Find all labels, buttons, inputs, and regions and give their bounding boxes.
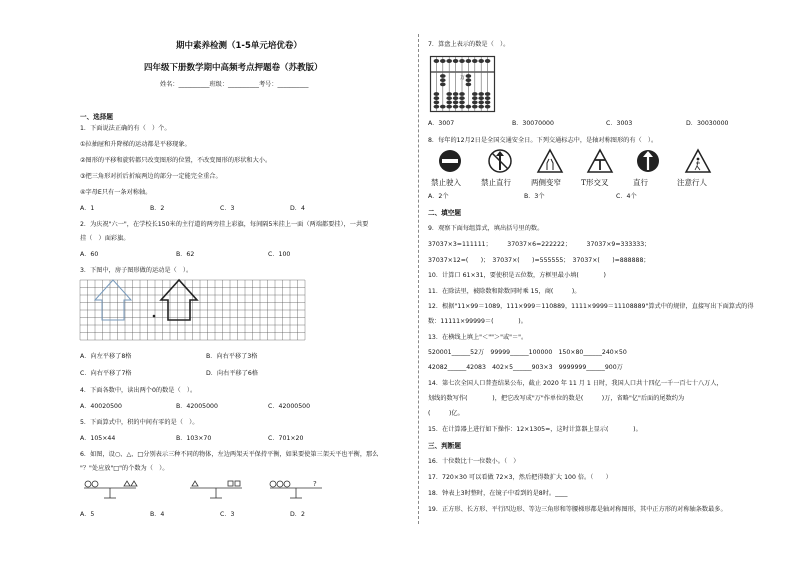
abacus-lower-bead: [434, 96, 440, 100]
q1-statement-4: ④字母E只有一条对称轴。: [80, 189, 152, 196]
student-info-line: 姓名：__________班级：__________考号：__________: [160, 81, 309, 88]
q3-option-a: A．向左平移了8格: [80, 353, 132, 360]
sign-label-3: 两侧变窄: [531, 178, 561, 187]
abacus-upper-bead: [446, 59, 452, 63]
q6-option-d: D．2: [290, 511, 305, 518]
paper-subtitle: 四年级下册数学期中高频考点押题卷（苏教版）: [144, 63, 323, 73]
abacus-lower-bead: [472, 96, 478, 100]
abacus-lower-bead: [466, 78, 472, 82]
q17-stem: 17．720×30 可以看做 72×3，然后把得数扩大 100 倍。（ ）: [428, 474, 612, 481]
house-original-shape: [95, 280, 131, 320]
abacus-upper-bead: [440, 59, 446, 63]
abacus-upper-bead: [434, 59, 440, 63]
section-judge-heading: 三、判断题: [428, 442, 461, 450]
q5-option-b: B．103×70: [176, 435, 212, 442]
abacus-lower-bead: [440, 105, 446, 109]
abacus-lower-bead: [485, 92, 491, 96]
sign-go-straight: [637, 150, 659, 172]
abacus-lower-bead: [453, 96, 459, 100]
q7-option-c: C．3003: [606, 120, 633, 127]
q2-stem-cont: 挂（ ）面彩旗。: [80, 235, 130, 242]
section-fill-heading: 二、填空题: [428, 209, 461, 217]
abacus-lower-bead: [472, 92, 478, 96]
abacus-lower-bead: [466, 83, 472, 87]
abacus-lower-bead: [472, 101, 478, 105]
q3-grid-figure: [80, 280, 330, 346]
q13-line-2: 42082______42083 402×5______903×3 9999999______900万: [428, 364, 623, 371]
abacus-lower-bead: [453, 101, 459, 105]
abacus-lower-bead: [434, 105, 440, 109]
abacus-lower-bead: [453, 105, 459, 109]
section-choice-heading: 一、选择题: [80, 113, 113, 121]
sign-label-4: T形交叉: [581, 178, 609, 187]
grid-point-marker: [153, 315, 156, 318]
q11-stem: 11．在除法里，被除数和除数同时乘 15，商( )。: [428, 288, 581, 295]
q12-stem-cont: 数：11111×99999＝( )。: [428, 318, 527, 325]
abacus-lower-bead: [478, 96, 484, 100]
abacus-lower-bead: [459, 96, 465, 100]
abacus-lower-bead: [459, 92, 465, 96]
abacus-lower-bead: [446, 105, 452, 109]
q3-stem: 3．下图中，房子图形做的运动是（ ）。: [80, 267, 193, 274]
q6-stem-cont: "？"处应放"□"的个数为（ ）。: [80, 465, 169, 472]
abacus-upper-bead: [453, 59, 459, 63]
abacus-lower-bead: [453, 92, 459, 96]
abacus-lower-bead: [466, 105, 472, 109]
house-moved-shape: [161, 280, 197, 320]
sign-pedestrian-warning: [686, 150, 710, 172]
q1-option-d: D．4: [290, 205, 305, 212]
balance-1: [84, 481, 137, 498]
q13-stem: 13．在横线上填上"＜""＞"或"＝"。: [428, 334, 528, 341]
q3-option-d: D．向右平移了6格: [206, 370, 259, 377]
abacus-lower-bead: [434, 92, 440, 96]
q1-stem: 1．下面说法正确的有（ ）个。: [80, 125, 171, 132]
abacus-upper-bead: [472, 59, 478, 63]
q5-option-a: A．105×44: [80, 435, 116, 442]
q1-statement-2: ②图形的平移和旋转都只改变图形的位置，不改变图形的形状和大小。: [80, 157, 272, 164]
q18-stem: 18．钟表上3时整时，在镜子中看到的是8时。____: [428, 490, 568, 497]
q3-option-c: C．向右平移了7格: [80, 370, 132, 377]
q7-option-b: B．30070000: [512, 120, 554, 127]
q9-line-2: 37037×12=( )； 37037×( )=555555； 37037×( )=888888；: [428, 257, 650, 264]
sign-label-1: 禁止驶入: [431, 178, 461, 187]
q4-option-b: B．42005000: [176, 403, 218, 410]
q1-option-a: A．1: [80, 205, 95, 212]
abacus-lower-bead: [440, 78, 446, 82]
sign-t-junction: [588, 150, 612, 172]
q5-option-c: C．701×20: [268, 435, 304, 442]
abacus-lower-bead: [472, 105, 478, 109]
abacus-lower-bead: [478, 92, 484, 96]
q6-option-a: A．5: [80, 511, 95, 518]
q2-option-c: C．100: [268, 251, 291, 258]
q9-stem: 9．观察下面每组算式，填出括号里的数。: [428, 225, 544, 232]
abacus-lower-bead: [446, 96, 452, 100]
abacus-lower-bead: [478, 101, 484, 105]
q14-stem: 14．第七次全国人口普查结果公布，截止 2020 年 11 月 1 日时，我国人口共十四亿一千一百七十八万人，: [428, 380, 723, 387]
q4-stem: 4．下面各数中，读出两个0的数是（ ）。: [80, 387, 197, 394]
q6-stem: 6．如图，设○、△、□分别表示三种不同的物体，左边两架天平保持平衡，如果要使第三架天平也平衡，那么: [80, 451, 379, 458]
q2-stem: 2．为庆祝"六一"，在学校长150米的主行道的两旁挂上彩旗，每间隔5米挂上一面（两端都要挂），一共要: [80, 221, 369, 228]
q2-option-b: B．62: [176, 251, 195, 258]
abacus-lower-bead: [459, 105, 465, 109]
q8-option-a: A．2个: [428, 193, 449, 200]
abacus-lower-bead: [434, 101, 440, 105]
abacus-lower-bead: [485, 105, 491, 109]
q14-stem-end: ( )亿。: [428, 410, 464, 417]
q4-option-a: A．40020500: [80, 403, 122, 410]
q2-option-a: A．60: [80, 251, 99, 258]
abacus-figure: [430, 56, 496, 114]
q13-line-1: 520001______52万 99999______100000 150×80______240×50: [428, 349, 627, 356]
abacus-lower-bead: [446, 101, 452, 105]
q6-balance-figures: [80, 476, 380, 504]
sign-no-straight: [489, 150, 511, 172]
paper-title: 期中素养检测（1-5单元培优卷）: [176, 41, 302, 51]
abacus-lower-bead: [466, 74, 472, 78]
abacus-lower-bead: [446, 92, 452, 96]
q19-stem: 19．正方形、长方形、平行四边形、等边三角形和等腰梯形都是轴对称图形，其中正方形的对称轴条数最多。: [428, 506, 727, 513]
q16-stem: 16．十位数比十一位数小。（ ）: [428, 458, 520, 465]
q15-stem: 15．在计算器上进行如下操作：12×1305=，这时计算器上显示( )。: [428, 426, 642, 433]
balance-2: [190, 481, 242, 498]
traffic-signs-figure: [430, 148, 720, 178]
q1-option-b: B．2: [150, 205, 165, 212]
q10-stem: 10．计算口 61×31，要使积是五位数，方框里最小填( ): [428, 272, 606, 279]
q3-option-b: B．向右平移了3格: [206, 353, 258, 360]
q12-stem: 12．根据"11×99＝1089，111×999＝110889，1111×9999＝11108889"算式中的规律，直接写出下面算式的得: [428, 303, 754, 310]
q1-option-c: C．3: [220, 205, 235, 212]
abacus-lower-bead: [440, 83, 446, 87]
q7-option-d: D．30030000: [686, 120, 729, 127]
q7-stem: 7．算盘上表示的数是（ ）。: [428, 41, 510, 48]
abacus-upper-bead: [478, 59, 484, 63]
sign-label-2: 禁止直行: [481, 178, 511, 187]
q6-option-b: B．4: [150, 511, 165, 518]
q7-option-a: A．3007: [428, 120, 455, 127]
q14-stem-cont: 划线的数写作( )，把它改写成"万"作单位的数是( )万，省略"亿"后面的尾数约为: [428, 395, 685, 402]
abacus-upper-bead: [485, 59, 491, 63]
sign-road-narrows: [538, 150, 562, 172]
q8-option-b: B．3个: [524, 193, 545, 200]
q1-statement-3: ③把三角形对折后折痕两边的部分一定能完全重合。: [80, 173, 222, 180]
sign-no-entry: [439, 150, 461, 172]
q8-option-c: C．4个: [616, 193, 637, 200]
abacus-lower-bead: [440, 74, 446, 78]
q9-line-1: 37037×3=111111； 37037×6=222222； 37037×9=333333；: [428, 241, 651, 248]
q6-option-c: C．3: [220, 511, 235, 518]
q4-option-c: C．42000500: [268, 403, 311, 410]
abacus-place-label: 万: [460, 75, 466, 81]
abacus-lower-bead: [459, 101, 465, 105]
right-column: [420, 0, 794, 562]
q5-stem: 5．下面算式中，积的中间有零的是（ ）。: [80, 419, 199, 426]
abacus-lower-bead: [478, 105, 484, 109]
q1-statement-1: ①拉抽屉和升降梯的运动都是平移现象。: [80, 141, 191, 148]
abacus-lower-bead: [485, 101, 491, 105]
abacus-lower-bead: [485, 96, 491, 100]
abacus-upper-bead: [466, 59, 472, 63]
abacus-upper-bead: [459, 59, 465, 63]
svg-text:?: ?: [313, 480, 317, 488]
q8-stem: 8．每年的12月2日是全国交通安全日。下列交通标志中，是轴对称图形的有（ ）。: [428, 137, 658, 144]
sign-label-5: 直行: [633, 178, 648, 187]
sign-label-6: 注意行人: [677, 178, 707, 187]
